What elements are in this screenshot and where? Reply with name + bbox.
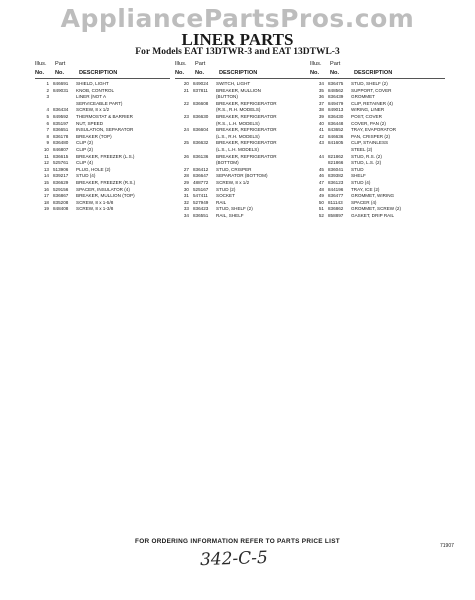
part-number: 846807 bbox=[53, 146, 69, 152]
column-header-top bbox=[175, 60, 310, 69]
illus-number: 34 bbox=[318, 81, 324, 86]
part-row bbox=[175, 81, 310, 88]
part-row bbox=[35, 140, 170, 147]
part-description: STEEL (2) bbox=[351, 146, 373, 152]
illus-number: 1 bbox=[46, 81, 49, 86]
part-number: 843652 bbox=[328, 127, 344, 133]
part-row bbox=[175, 173, 310, 180]
part-number: 849592 bbox=[53, 113, 69, 119]
part-row bbox=[175, 187, 310, 194]
part-label: Part bbox=[55, 61, 66, 67]
part-row bbox=[175, 94, 310, 101]
illus-number: 15 bbox=[43, 179, 49, 185]
illus-number: 2 bbox=[46, 87, 49, 93]
part-number: 836477 bbox=[328, 193, 344, 199]
part-row bbox=[310, 173, 445, 180]
column-header-top bbox=[310, 60, 445, 69]
part-row bbox=[35, 187, 170, 194]
part-number bbox=[193, 121, 216, 128]
no2-label: No. bbox=[55, 70, 65, 76]
part-row bbox=[35, 173, 170, 180]
part-description: BREAKER, REFRIGERATOR bbox=[216, 127, 277, 133]
part-description: INSULATION, SEPARATOR bbox=[76, 127, 134, 133]
part-row bbox=[35, 206, 170, 213]
part-description: NUT, SPEED bbox=[76, 120, 104, 126]
part-row bbox=[175, 206, 310, 213]
part-description: SHIELD, LIGHT bbox=[76, 81, 109, 86]
part-description: WIRING, LINER bbox=[351, 107, 385, 113]
illus-number bbox=[175, 107, 193, 114]
illus-number: 14 bbox=[43, 173, 49, 179]
part-row bbox=[35, 114, 170, 121]
part-row bbox=[175, 88, 310, 95]
part-description: BREAKER, MULLION bbox=[216, 87, 261, 93]
part-row bbox=[35, 121, 170, 128]
illus-number: 44 bbox=[318, 153, 324, 159]
illus-number: 10 bbox=[43, 146, 49, 152]
illus-number: 12 bbox=[43, 160, 49, 166]
part-number: 836123 bbox=[328, 179, 344, 185]
illus-number: 25 bbox=[183, 140, 189, 146]
part-number: 811143 bbox=[328, 199, 343, 205]
parts-column-3 bbox=[310, 60, 445, 219]
part-row bbox=[35, 101, 170, 108]
part-description: BREAKER, FREEZER (L.S.) bbox=[76, 153, 135, 159]
part-description: TRAY, EVAPORATOR bbox=[351, 127, 397, 133]
part-row bbox=[35, 134, 170, 141]
part-row bbox=[35, 154, 170, 161]
illus-label: Illus. bbox=[175, 61, 187, 67]
part-number: 836136 bbox=[193, 153, 209, 159]
part-description: STUD, CRISPER bbox=[216, 166, 252, 172]
part-description: (L.S., L.H. MODELS) bbox=[216, 146, 259, 152]
part-row bbox=[35, 107, 170, 114]
illus-number bbox=[310, 160, 328, 167]
illus-number: 34 bbox=[183, 212, 189, 218]
illus-number bbox=[175, 121, 193, 128]
part-number: 513906 bbox=[53, 166, 69, 172]
part-description: STUD (4) bbox=[351, 179, 371, 185]
parts-list bbox=[35, 81, 170, 213]
part-number: 547411 bbox=[193, 193, 208, 199]
illus-number bbox=[175, 147, 193, 154]
part-row bbox=[310, 206, 445, 213]
part-number: 848408 bbox=[53, 206, 69, 212]
part-number: 836434 bbox=[53, 107, 69, 113]
parts-column-1 bbox=[35, 60, 170, 213]
part-row bbox=[35, 200, 170, 207]
illus-number: 41 bbox=[318, 127, 324, 133]
part-label: Part bbox=[195, 61, 206, 67]
illus-label: Illus. bbox=[35, 61, 47, 67]
illus-number: 9 bbox=[46, 140, 49, 146]
part-description: STUD (2) bbox=[216, 186, 236, 192]
column-header-bottom bbox=[35, 69, 170, 79]
part-row bbox=[310, 134, 445, 141]
illus-number: 4 bbox=[46, 107, 49, 113]
part-number: 821866 bbox=[328, 160, 344, 166]
part-description: (BOTTOM) bbox=[216, 160, 239, 166]
part-row bbox=[175, 121, 310, 128]
illus-number: 37 bbox=[318, 100, 324, 106]
part-description: STUD, SHELF (2) bbox=[351, 81, 388, 86]
part-number: 848562 bbox=[328, 87, 344, 93]
part-row bbox=[175, 147, 310, 154]
illus-number: 42 bbox=[318, 133, 324, 139]
illus-number: 17 bbox=[43, 193, 49, 199]
part-number: 839217 bbox=[53, 173, 69, 179]
description-label: DESCRIPTION bbox=[354, 70, 393, 76]
part-row bbox=[310, 81, 445, 88]
part-row bbox=[35, 160, 170, 167]
part-description: BREAKER, REFRIGERATOR bbox=[216, 153, 277, 159]
part-number: 836439 bbox=[328, 94, 344, 100]
illus-number: 29 bbox=[183, 179, 189, 185]
part-number: 846691 bbox=[53, 81, 69, 86]
part-row bbox=[175, 167, 310, 174]
part-row bbox=[35, 88, 170, 95]
part-description: SCREW, 8 x 1-5/8 bbox=[76, 199, 114, 205]
part-number: 525761 bbox=[53, 160, 69, 166]
illus-number: 38 bbox=[318, 107, 324, 113]
illus-number: 7 bbox=[46, 127, 49, 133]
part-number: 836041 bbox=[328, 166, 344, 172]
part-description: KNOB, CONTROL bbox=[76, 87, 115, 93]
part-description: SCREW, 8 x 1/2 bbox=[76, 107, 110, 113]
part-description: STUD, R.S. (2) bbox=[351, 153, 382, 159]
part-number: 849013 bbox=[328, 107, 344, 113]
parts-list bbox=[175, 81, 310, 219]
no-label: No. bbox=[310, 70, 320, 76]
part-description: PLUG, HOLE (2) bbox=[76, 166, 111, 172]
part-description: SUPPORT, COVER bbox=[351, 87, 392, 93]
illus-number: 26 bbox=[183, 153, 189, 159]
part-row bbox=[175, 154, 310, 161]
part-description: BREAKER, FREEZER (R.S.) bbox=[76, 179, 136, 185]
part-description: SEPARATOR (BOTTOM) bbox=[216, 173, 268, 179]
part-number: 836551 bbox=[193, 212, 209, 218]
part-row bbox=[175, 193, 310, 200]
part-description: GASKET, DRIP RAIL bbox=[351, 212, 395, 218]
part-row bbox=[35, 94, 170, 101]
part-number bbox=[193, 147, 216, 154]
part-row bbox=[310, 187, 445, 194]
illus-number: 31 bbox=[183, 193, 189, 199]
part-number: 836480 bbox=[53, 140, 69, 146]
part-row bbox=[310, 167, 445, 174]
part-row bbox=[35, 147, 170, 154]
description-label: DESCRIPTION bbox=[219, 70, 258, 76]
column-header-top bbox=[35, 60, 170, 69]
part-row bbox=[310, 154, 445, 161]
illus-number: 36 bbox=[318, 94, 324, 100]
parts-column-2 bbox=[175, 60, 310, 219]
part-number: 836632 bbox=[193, 140, 209, 146]
illus-number: 27 bbox=[183, 166, 189, 172]
part-number: 835197 bbox=[53, 120, 69, 126]
watermark: AppliancePartsPros.com bbox=[60, 4, 415, 33]
part-description: STUD bbox=[351, 166, 364, 172]
illus-number: 3 bbox=[46, 94, 49, 100]
page-code: 71907 bbox=[440, 543, 454, 549]
part-number bbox=[193, 160, 216, 167]
part-row bbox=[310, 114, 445, 121]
part-description: PAN, CRISPER (2) bbox=[351, 133, 390, 139]
part-label: Part bbox=[330, 61, 341, 67]
part-row bbox=[175, 134, 310, 141]
illus-number: 13 bbox=[43, 166, 49, 172]
column-header-bottom bbox=[175, 69, 310, 79]
illus-number: 39 bbox=[318, 113, 324, 119]
illus-number bbox=[175, 134, 193, 141]
part-row bbox=[310, 213, 445, 220]
illus-number: 28 bbox=[183, 173, 189, 179]
illus-number bbox=[35, 101, 53, 108]
part-number: 836430 bbox=[328, 113, 344, 119]
part-description: CLIP (4) bbox=[76, 160, 94, 166]
illus-number bbox=[310, 147, 328, 154]
part-number: 836604 bbox=[193, 127, 209, 133]
illus-number: 6 bbox=[46, 120, 49, 126]
part-description: COVER, PAN (2) bbox=[351, 120, 386, 126]
part-description: SERVICEABLE PART) bbox=[76, 100, 123, 106]
part-row bbox=[175, 107, 310, 114]
part-description: SCREW, 8 x 1/2 bbox=[216, 179, 250, 185]
part-row bbox=[175, 213, 310, 220]
no-label: No. bbox=[175, 70, 185, 76]
part-number: 836862 bbox=[328, 206, 344, 212]
illus-number: 50 bbox=[318, 199, 324, 205]
part-number: 836608 bbox=[193, 100, 209, 106]
part-number: 836647 bbox=[193, 173, 209, 179]
part-row bbox=[310, 140, 445, 147]
part-description: BREAKER (TOP) bbox=[76, 133, 112, 139]
part-description: STUD, SHELF (2) bbox=[216, 206, 253, 212]
part-row bbox=[35, 180, 170, 187]
part-description: RAIL bbox=[216, 199, 227, 205]
illus-number bbox=[175, 94, 193, 101]
part-row bbox=[310, 121, 445, 128]
part-row bbox=[310, 180, 445, 187]
part-number: 837811 bbox=[193, 87, 208, 93]
part-number: 836867 bbox=[53, 193, 69, 199]
part-description: STUD, L.S. (2) bbox=[351, 160, 382, 166]
part-number: 849479 bbox=[328, 100, 344, 106]
illus-number bbox=[175, 160, 193, 167]
part-number bbox=[193, 107, 216, 114]
part-description: POST, COVER bbox=[351, 113, 382, 119]
page-subtitle: For Models EAT 13DTWR-3 and EAT 13DTWL-3 bbox=[135, 47, 340, 57]
handwritten-note: 342-C-5 bbox=[199, 547, 269, 571]
part-row bbox=[175, 200, 310, 207]
illus-number: 18 bbox=[43, 199, 49, 205]
part-row bbox=[175, 101, 310, 108]
part-number: 839382 bbox=[328, 173, 344, 179]
illus-number: 30 bbox=[183, 186, 189, 192]
part-number: 849024 bbox=[193, 81, 209, 86]
part-row bbox=[310, 160, 445, 167]
part-number: 846636 bbox=[328, 133, 344, 139]
part-description: BREAKER, REFRIGERATOR bbox=[216, 113, 277, 119]
part-number bbox=[193, 94, 216, 101]
part-row bbox=[35, 81, 170, 88]
part-row bbox=[35, 167, 170, 174]
illus-number: 43 bbox=[318, 140, 324, 146]
illus-number: 23 bbox=[183, 113, 189, 119]
illus-number: 40 bbox=[318, 120, 324, 126]
part-row bbox=[175, 140, 310, 147]
part-row bbox=[175, 180, 310, 187]
part-description: (R.S., R.H. MODELS) bbox=[216, 107, 261, 113]
part-number: 821862 bbox=[328, 153, 344, 159]
part-description: GROMMET bbox=[351, 94, 375, 100]
part-number: 836423 bbox=[193, 206, 209, 212]
illus-number: 16 bbox=[43, 186, 49, 192]
part-number bbox=[328, 147, 351, 154]
part-number: 488772 bbox=[193, 179, 209, 185]
part-description: SWITCH, LIGHT bbox=[216, 81, 251, 86]
part-row bbox=[175, 114, 310, 121]
part-row bbox=[310, 107, 445, 114]
part-row bbox=[310, 193, 445, 200]
part-description: STUD (4) bbox=[76, 173, 96, 179]
ordering-note: FOR ORDERING INFORMATION REFER TO PARTS PRICE LIST bbox=[135, 538, 340, 545]
page-title: LINER PARTS bbox=[181, 30, 294, 49]
part-row bbox=[310, 147, 445, 154]
illus-number: 52 bbox=[318, 212, 324, 218]
part-row bbox=[310, 127, 445, 134]
illus-number: 46 bbox=[318, 173, 324, 179]
illus-number: 5 bbox=[46, 113, 49, 119]
part-number: 841605 bbox=[328, 140, 344, 146]
part-description: THERMOSTAT & BARRIER bbox=[76, 113, 133, 119]
description-label: DESCRIPTION bbox=[79, 70, 118, 76]
part-description: BREAKER, REFRIGERATOR bbox=[216, 140, 277, 146]
part-number: 836448 bbox=[328, 120, 344, 126]
illus-number: 47 bbox=[318, 179, 324, 185]
part-description: BREAKER, MULLION (TOP) bbox=[76, 193, 135, 199]
part-description: SPACER, INSULATOR (4) bbox=[76, 186, 130, 192]
illus-number: 24 bbox=[183, 127, 189, 133]
part-row bbox=[35, 127, 170, 134]
part-description: (R.S., L.H. MODELS) bbox=[216, 120, 260, 126]
part-number: 858897 bbox=[328, 212, 344, 218]
no-label: No. bbox=[35, 70, 45, 76]
illus-number: 51 bbox=[318, 206, 324, 212]
part-number bbox=[193, 134, 216, 141]
illus-number: 21 bbox=[183, 87, 189, 93]
illus-number: 19 bbox=[43, 206, 49, 212]
part-description: GROMMET, SCREW (2) bbox=[351, 206, 402, 212]
part-number: 836651 bbox=[53, 127, 69, 133]
illus-number: 48 bbox=[318, 186, 324, 192]
part-description: SHELF bbox=[351, 173, 366, 179]
part-number: 844196 bbox=[328, 186, 344, 192]
part-number: 525167 bbox=[193, 186, 209, 192]
part-description: RAIL, SHELF bbox=[216, 212, 244, 218]
part-row bbox=[310, 94, 445, 101]
illus-number: 45 bbox=[318, 166, 324, 172]
part-description: CLIP (2) bbox=[76, 140, 94, 146]
part-description: CLIP, RETAINER (4) bbox=[351, 100, 393, 106]
part-description: CLIP (2) bbox=[76, 146, 94, 152]
part-number: 836475 bbox=[328, 81, 344, 86]
part-number: 835208 bbox=[53, 199, 69, 205]
part-number: 836629 bbox=[53, 179, 69, 185]
part-row bbox=[175, 160, 310, 167]
illus-number: 49 bbox=[318, 193, 324, 199]
part-description: CLIP, STAINLESS bbox=[351, 140, 389, 146]
part-row bbox=[35, 193, 170, 200]
part-description: LINER (NOT A bbox=[76, 94, 107, 100]
part-number: 527949 bbox=[193, 199, 209, 205]
part-number bbox=[53, 94, 76, 101]
illus-number: 8 bbox=[46, 133, 49, 139]
part-number: 529156 bbox=[53, 186, 69, 192]
no2-label: No. bbox=[195, 70, 205, 76]
part-description: SOCKET bbox=[216, 193, 235, 199]
illus-number: 33 bbox=[183, 206, 189, 212]
no2-label: No. bbox=[330, 70, 340, 76]
part-description: SPACER (4) bbox=[351, 199, 377, 205]
part-description: (L.S., R.H. MODELS) bbox=[216, 133, 260, 139]
illus-number: 32 bbox=[183, 199, 189, 205]
illus-number: 22 bbox=[183, 100, 189, 106]
part-description: GROMMET, WIRING bbox=[351, 193, 395, 199]
part-description: (BUTTON) bbox=[216, 94, 238, 100]
part-number: 836615 bbox=[53, 153, 69, 159]
part-description: SCREW, 8 x 1-3/8 bbox=[76, 206, 114, 212]
part-row bbox=[310, 101, 445, 108]
part-number: 836412 bbox=[193, 166, 209, 172]
illus-label: Illus. bbox=[310, 61, 322, 67]
column-header-bottom bbox=[310, 69, 445, 79]
part-description: TRAY, ICE (2) bbox=[351, 186, 380, 192]
part-number: 836178 bbox=[53, 133, 69, 139]
illus-number: 20 bbox=[183, 81, 189, 86]
part-row bbox=[310, 88, 445, 95]
part-row bbox=[175, 127, 310, 134]
illus-number: 11 bbox=[44, 153, 49, 159]
parts-list bbox=[310, 81, 445, 219]
part-row bbox=[310, 200, 445, 207]
part-description: BREAKER, REFRIGERATOR bbox=[216, 100, 277, 106]
illus-number: 35 bbox=[318, 87, 324, 93]
part-number: 849031 bbox=[53, 87, 69, 93]
part-number bbox=[53, 101, 76, 108]
part-number: 836630 bbox=[193, 113, 209, 119]
